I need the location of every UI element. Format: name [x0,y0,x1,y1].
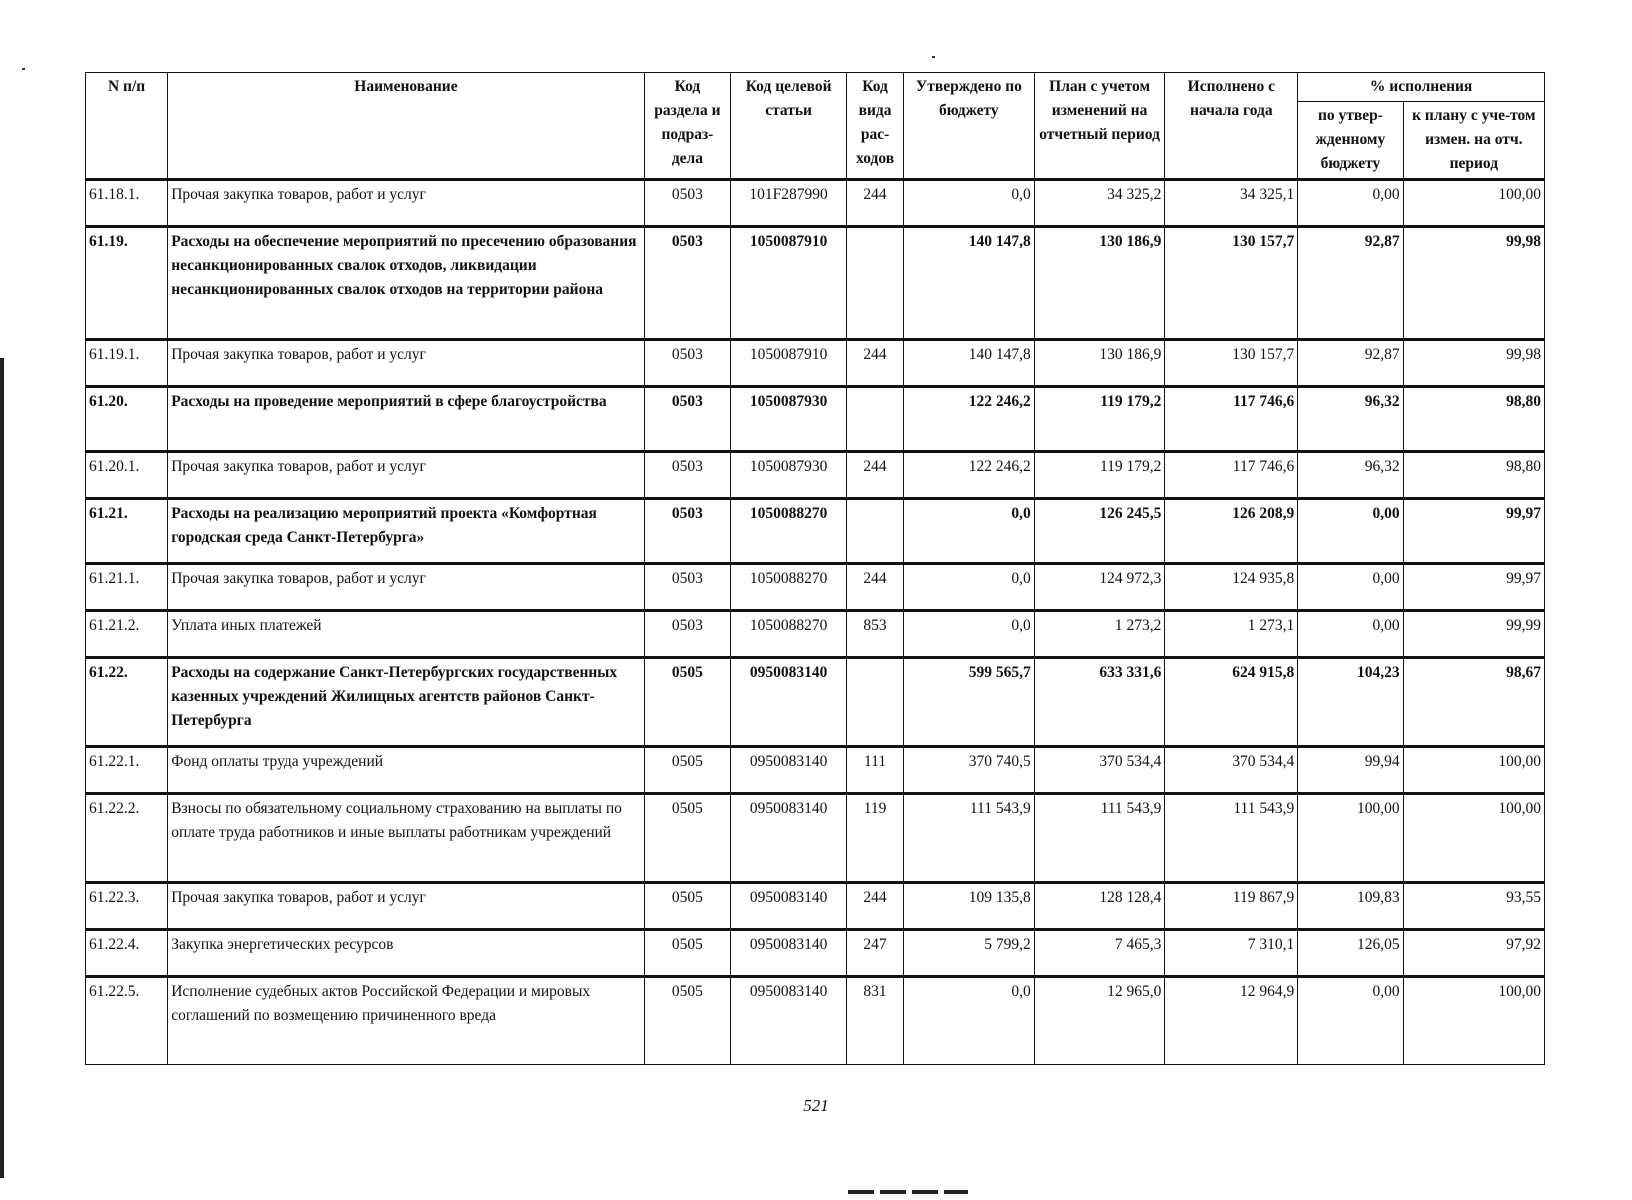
row-executed: 117 746,6 [1165,387,1298,452]
row-executed: 130 157,7 [1165,227,1298,340]
row-pct-budget: 109,83 [1298,883,1403,930]
header-plan: План с учетом изменений на отчетный период [1034,73,1165,180]
header-section-code: Код раздела и подраз-дела [644,73,730,180]
row-approved: 5 799,2 [904,930,1035,977]
row-approved: 111 543,9 [904,794,1035,883]
row-num: 61.18.1. [86,180,168,227]
table-row [86,499,1545,564]
row-pct-plan: 99,98 [1403,227,1544,340]
row-section-code: 0505 [644,658,730,747]
row-plan: 119 179,2 [1034,452,1165,499]
row-plan: 34 325,2 [1034,180,1165,227]
row-expense-code: 853 [847,611,904,658]
row-plan: 124 972,3 [1034,564,1165,611]
table-header [86,73,1545,180]
row-expense-code: 244 [847,452,904,499]
row-executed: 12 964,9 [1165,977,1298,1065]
row-pct-budget: 0,00 [1298,180,1403,227]
row-expense-code: 244 [847,883,904,930]
table-row [86,611,1545,658]
row-executed: 119 867,9 [1165,883,1298,930]
row-num: 61.21. [86,499,168,564]
row-approved: 0,0 [904,180,1035,227]
table-row [86,658,1545,747]
row-pct-budget: 126,05 [1298,930,1403,977]
row-plan: 128 128,4 [1034,883,1165,930]
row-name: Прочая закупка товаров, работ и услуг [168,564,644,611]
row-expense-code: 831 [847,977,904,1065]
row-num: 61.22.3. [86,883,168,930]
row-target-code: 1050088270 [731,611,847,658]
table-row [86,977,1545,1065]
row-expense-code: 244 [847,564,904,611]
table-body [86,180,1545,1065]
row-target-code: 0950083140 [731,977,847,1065]
scan-edge-mark [0,358,4,1178]
row-pct-plan: 100,00 [1403,794,1544,883]
row-approved: 370 740,5 [904,747,1035,794]
row-num: 61.22.1. [86,747,168,794]
row-pct-plan: 100,00 [1403,180,1544,227]
row-expense-code: 244 [847,340,904,387]
row-num: 61.19.1. [86,340,168,387]
row-executed: 34 325,1 [1165,180,1298,227]
row-approved: 0,0 [904,499,1035,564]
row-section-code: 0503 [644,387,730,452]
table-row [86,794,1545,883]
row-pct-budget: 100,00 [1298,794,1403,883]
row-target-code: 1050087910 [731,227,847,340]
row-plan: 130 186,9 [1034,227,1165,340]
header-pct-plan: к плану с уче-том измен. на отч. период [1403,102,1544,180]
header-executed: Исполнено с начала года [1165,73,1298,180]
row-pct-budget: 92,87 [1298,340,1403,387]
row-name: Исполнение судебных актов Российской Федерации и мировых соглашений по возмещению причиненного вреда [168,977,644,1065]
row-target-code: 1050087930 [731,387,847,452]
row-section-code: 0503 [644,564,730,611]
row-target-code: 0950083140 [731,658,847,747]
table-row [86,747,1545,794]
row-expense-code: 119 [847,794,904,883]
row-expense-code: 244 [847,180,904,227]
row-num: 61.20. [86,387,168,452]
row-executed: 124 935,8 [1165,564,1298,611]
row-name: Расходы на обеспечение мероприятий по пресечению образования несанкционированных свалок отходов, ликвидации несанкционированных свалок отходов на территории района [168,227,644,340]
row-plan: 126 245,5 [1034,499,1165,564]
row-pct-budget: 0,00 [1298,977,1403,1065]
row-pct-budget: 96,32 [1298,387,1403,452]
row-executed: 117 746,6 [1165,452,1298,499]
report-sheet [85,72,1545,1065]
row-pct-plan: 100,00 [1403,747,1544,794]
row-pct-budget: 104,23 [1298,658,1403,747]
row-target-code: 1050088270 [731,499,847,564]
row-expense-code: 247 [847,930,904,977]
row-approved: 122 246,2 [904,452,1035,499]
header-pct-group: % исполнения [1298,73,1545,102]
row-pct-plan: 99,97 [1403,499,1544,564]
row-plan: 370 534,4 [1034,747,1165,794]
row-section-code: 0505 [644,883,730,930]
row-plan: 130 186,9 [1034,340,1165,387]
scan-speck [932,56,935,58]
row-executed: 7 310,1 [1165,930,1298,977]
table-row [86,883,1545,930]
row-section-code: 0505 [644,747,730,794]
row-plan: 119 179,2 [1034,387,1165,452]
row-approved: 599 565,7 [904,658,1035,747]
scan-footer-mark [848,1190,968,1194]
row-target-code: 1050087930 [731,452,847,499]
row-name: Прочая закупка товаров, работ и услуг [168,340,644,387]
table-row [86,180,1545,227]
row-num: 61.22.5. [86,977,168,1065]
row-plan: 1 273,2 [1034,611,1165,658]
row-pct-budget: 96,32 [1298,452,1403,499]
row-num: 61.20.1. [86,452,168,499]
table-row [86,564,1545,611]
row-pct-plan: 93,55 [1403,883,1544,930]
row-plan: 7 465,3 [1034,930,1165,977]
row-pct-plan: 98,80 [1403,387,1544,452]
row-executed: 1 273,1 [1165,611,1298,658]
row-name: Закупка энергетических ресурсов [168,930,644,977]
row-approved: 0,0 [904,611,1035,658]
row-name: Расходы на реализацию мероприятий проекта «Комфортная городская среда Санкт-Петербурга» [168,499,644,564]
row-executed: 130 157,7 [1165,340,1298,387]
row-section-code: 0505 [644,977,730,1065]
row-executed: 111 543,9 [1165,794,1298,883]
row-target-code: 0950083140 [731,794,847,883]
row-name: Расходы на содержание Санкт-Петербургских государственных казенных учреждений Жилищных агентств районов Санкт-Петербурга [168,658,644,747]
row-pct-budget: 0,00 [1298,564,1403,611]
table-row [86,340,1545,387]
row-approved: 0,0 [904,564,1035,611]
row-section-code: 0503 [644,611,730,658]
header-pct-budget: по утвер-жденному бюджету [1298,102,1403,180]
table-row [86,930,1545,977]
row-approved: 109 135,8 [904,883,1035,930]
row-pct-plan: 98,80 [1403,452,1544,499]
row-approved: 0,0 [904,977,1035,1065]
header-num: N п/п [86,73,168,180]
table-row [86,227,1545,340]
row-section-code: 0503 [644,227,730,340]
header-approved: Утверждено по бюджету [904,73,1035,180]
row-pct-plan: 99,97 [1403,564,1544,611]
header-target-code: Код целевой статьи [731,73,847,180]
scan-speck [22,68,25,70]
row-plan: 633 331,6 [1034,658,1165,747]
row-plan: 12 965,0 [1034,977,1165,1065]
row-expense-code [847,658,904,747]
row-pct-budget: 92,87 [1298,227,1403,340]
row-name: Прочая закупка товаров, работ и услуг [168,883,644,930]
row-expense-code [847,227,904,340]
row-num: 61.22.2. [86,794,168,883]
row-approved: 140 147,8 [904,227,1035,340]
row-target-code: 1050087910 [731,340,847,387]
row-target-code: 101F287990 [731,180,847,227]
row-section-code: 0505 [644,930,730,977]
row-approved: 122 246,2 [904,387,1035,452]
row-pct-budget: 0,00 [1298,611,1403,658]
row-pct-plan: 98,67 [1403,658,1544,747]
row-target-code: 0950083140 [731,930,847,977]
table-row [86,387,1545,452]
row-name: Фонд оплаты труда учреждений [168,747,644,794]
budget-execution-table [85,72,1545,1065]
row-executed: 126 208,9 [1165,499,1298,564]
row-pct-plan: 100,00 [1403,977,1544,1065]
row-name: Уплата иных платежей [168,611,644,658]
row-target-code: 1050088270 [731,564,847,611]
row-pct-budget: 99,94 [1298,747,1403,794]
row-name: Прочая закупка товаров, работ и услуг [168,180,644,227]
row-num: 61.22.4. [86,930,168,977]
row-executed: 370 534,4 [1165,747,1298,794]
table-row [86,452,1545,499]
header-name: Наименование [168,73,644,180]
row-approved: 140 147,8 [904,340,1035,387]
row-pct-plan: 97,92 [1403,930,1544,977]
row-section-code: 0503 [644,499,730,564]
row-num: 61.22. [86,658,168,747]
row-expense-code: 111 [847,747,904,794]
header-expense-code: Код вида рас-ходов [847,73,904,180]
row-section-code: 0503 [644,340,730,387]
page-number: 521 [803,1096,829,1115]
row-name: Взносы по обязательному социальному страхованию на выплаты по оплате труда работников и иные выплаты работникам учреждений [168,794,644,883]
row-section-code: 0505 [644,794,730,883]
row-section-code: 0503 [644,180,730,227]
row-name: Расходы на проведение мероприятий в сфере благоустройства [168,387,644,452]
row-target-code: 0950083140 [731,747,847,794]
row-target-code: 0950083140 [731,883,847,930]
row-expense-code [847,387,904,452]
row-num: 61.19. [86,227,168,340]
row-pct-plan: 99,98 [1403,340,1544,387]
row-expense-code [847,499,904,564]
row-pct-plan: 99,99 [1403,611,1544,658]
row-plan: 111 543,9 [1034,794,1165,883]
row-name: Прочая закупка товаров, работ и услуг [168,452,644,499]
row-executed: 624 915,8 [1165,658,1298,747]
row-num: 61.21.1. [86,564,168,611]
row-num: 61.21.2. [86,611,168,658]
row-pct-budget: 0,00 [1298,499,1403,564]
row-section-code: 0503 [644,452,730,499]
